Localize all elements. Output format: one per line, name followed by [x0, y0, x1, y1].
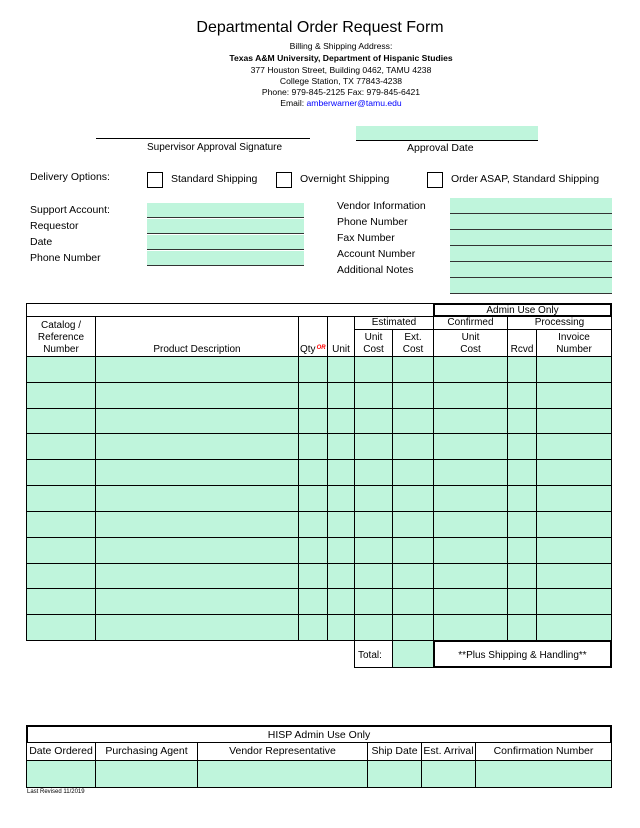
order-row-cell[interactable]	[507, 588, 537, 615]
order-row-cell[interactable]	[298, 563, 328, 589]
unit-header: Unit	[327, 316, 355, 357]
total-label: Total:	[354, 640, 393, 668]
product-header: Product Description	[95, 316, 299, 357]
order-row-cell[interactable]	[433, 433, 508, 460]
standard-shipping-checkbox[interactable]	[147, 172, 163, 188]
overnight-shipping-label: Overnight Shipping	[300, 173, 390, 185]
order-row-cell[interactable]	[298, 459, 328, 486]
order-row-cell[interactable]	[433, 614, 508, 641]
order-row-cell[interactable]	[327, 459, 355, 486]
hisp-header: Purchasing Agent	[95, 742, 198, 761]
invoice-header: Invoice Number	[536, 329, 612, 357]
field-label: Phone Number	[337, 216, 408, 228]
standard-shipping-label: Standard Shipping	[171, 173, 258, 185]
order-row-cell[interactable]	[327, 356, 355, 383]
qty-header	[298, 316, 328, 357]
order-row-cell[interactable]	[392, 614, 434, 641]
order-row-cell[interactable]	[507, 614, 537, 641]
order-row-cell[interactable]	[26, 433, 96, 460]
est-ext-cost-header: Ext. Cost	[392, 329, 434, 357]
order-row-cell[interactable]	[507, 485, 537, 512]
field-input[interactable]	[147, 251, 304, 266]
hisp-admin-title: HISP Admin Use Only	[26, 725, 612, 743]
order-row-cell[interactable]	[298, 511, 328, 538]
order-row-cell[interactable]	[507, 511, 537, 538]
order-row-cell[interactable]	[536, 614, 612, 641]
order-row-cell[interactable]	[392, 537, 434, 564]
order-row-cell[interactable]	[95, 356, 299, 383]
field-input[interactable]	[450, 198, 612, 214]
asap-shipping-checkbox[interactable]	[427, 172, 443, 188]
order-row-cell[interactable]	[26, 511, 96, 538]
hisp-field[interactable]	[95, 760, 198, 788]
order-row-cell[interactable]	[354, 511, 393, 538]
address-email-row	[0, 98, 640, 108]
field-label: Account Number	[337, 248, 416, 260]
hisp-field[interactable]	[26, 760, 96, 788]
order-row-cell[interactable]	[433, 382, 508, 409]
order-row-cell[interactable]	[298, 382, 328, 409]
delivery-label: Delivery Options:	[30, 171, 110, 183]
order-row-cell[interactable]	[327, 408, 355, 434]
order-row-cell[interactable]	[354, 588, 393, 615]
field-input[interactable]	[450, 262, 612, 278]
order-row-cell[interactable]	[95, 563, 299, 589]
order-row-cell[interactable]	[354, 356, 393, 383]
address-phone: Phone: 979-845-2125 Fax: 979-845-6421	[261, 87, 421, 97]
order-row-cell[interactable]	[298, 588, 328, 615]
field-input[interactable]	[147, 219, 304, 234]
hisp-header: Ship Date	[367, 742, 422, 761]
order-row-cell[interactable]	[26, 382, 96, 409]
order-row-cell[interactable]	[433, 563, 508, 589]
order-row-cell[interactable]	[433, 511, 508, 538]
field-input[interactable]	[450, 230, 612, 246]
order-row-cell[interactable]	[536, 537, 612, 564]
field-input[interactable]	[450, 246, 612, 262]
conf-unit-cost-header: Unit Cost	[433, 329, 508, 357]
or-marker: OR	[316, 345, 326, 351]
order-row-cell[interactable]	[298, 356, 328, 383]
table-top-blank	[26, 303, 434, 317]
order-row-cell[interactable]	[433, 485, 508, 512]
address-org: Texas A&M University, Department of Hispanic Studies	[229, 53, 453, 63]
order-row-cell[interactable]	[507, 382, 537, 409]
order-row-cell[interactable]	[327, 382, 355, 409]
catalog-header: Catalog / Reference Number	[26, 316, 96, 357]
qty-label: Qty	[300, 344, 316, 355]
hisp-field[interactable]	[475, 760, 612, 788]
email-label: Email:	[280, 98, 307, 108]
order-row-cell[interactable]	[327, 511, 355, 538]
order-row-cell[interactable]	[26, 614, 96, 641]
asap-shipping-label: Order ASAP, Standard Shipping	[451, 173, 600, 185]
order-row-cell[interactable]	[95, 588, 299, 615]
order-row-cell[interactable]	[95, 382, 299, 409]
order-row-cell[interactable]	[392, 588, 434, 615]
processing-header: Processing	[507, 316, 612, 330]
overnight-shipping-checkbox[interactable]	[276, 172, 292, 188]
confirmed-header: Confirmed	[433, 316, 508, 330]
field-input[interactable]	[450, 278, 612, 294]
order-row-cell[interactable]	[327, 563, 355, 589]
order-row-cell[interactable]	[95, 408, 299, 434]
order-row-cell[interactable]	[433, 537, 508, 564]
page-title: Departmental Order Request Form	[196, 19, 444, 36]
order-row-cell[interactable]	[327, 433, 355, 460]
order-row-cell[interactable]	[354, 485, 393, 512]
field-input[interactable]	[147, 235, 304, 250]
order-row-cell[interactable]	[392, 563, 434, 589]
order-row-cell[interactable]	[26, 408, 96, 434]
order-row-cell[interactable]	[26, 563, 96, 589]
order-row-cell[interactable]	[392, 382, 434, 409]
order-row-cell[interactable]	[536, 459, 612, 486]
order-row-cell[interactable]	[536, 563, 612, 589]
order-row-cell[interactable]	[536, 511, 612, 538]
order-row-cell[interactable]	[327, 485, 355, 512]
approval-date-label: Approval Date	[407, 142, 474, 154]
total-field[interactable]	[392, 640, 434, 668]
shipping-note: **Plus Shipping & Handling**	[433, 640, 612, 668]
hisp-header: Date Ordered	[26, 742, 96, 761]
order-row-cell[interactable]	[95, 511, 299, 538]
admin-use-header: Admin Use Only	[433, 303, 612, 317]
order-row-cell[interactable]	[433, 408, 508, 434]
order-row-cell[interactable]	[392, 459, 434, 486]
order-row-cell[interactable]	[392, 485, 434, 512]
order-row-cell[interactable]	[536, 356, 612, 383]
order-row-cell[interactable]	[95, 459, 299, 486]
approval-date-field[interactable]	[356, 126, 538, 141]
address-heading: Billing & Shipping Address:	[289, 41, 393, 51]
order-row-cell[interactable]	[327, 588, 355, 615]
order-row-cell[interactable]	[354, 382, 393, 409]
order-row-cell[interactable]	[392, 511, 434, 538]
order-row-cell[interactable]	[507, 459, 537, 486]
signature-line[interactable]	[96, 138, 310, 139]
order-row-cell[interactable]	[95, 485, 299, 512]
order-row-cell[interactable]	[536, 485, 612, 512]
order-row-cell[interactable]	[536, 433, 612, 460]
order-row-cell[interactable]	[298, 485, 328, 512]
order-row-cell[interactable]	[392, 408, 434, 434]
field-label: Additional Notes	[337, 264, 414, 276]
field-label: Support Account:	[30, 204, 110, 216]
order-row-cell[interactable]	[507, 563, 537, 589]
field-input[interactable]	[450, 214, 612, 230]
order-row-cell[interactable]	[536, 588, 612, 615]
est-unit-cost-header: Unit Cost	[354, 329, 393, 357]
hisp-header: Confirmation Number	[475, 742, 612, 761]
order-row-cell[interactable]	[507, 356, 537, 383]
order-row-cell[interactable]	[26, 588, 96, 615]
hisp-field[interactable]	[367, 760, 422, 788]
signature-label: Supervisor Approval Signature	[147, 142, 283, 153]
order-row-cell[interactable]	[433, 459, 508, 486]
field-label: Fax Number	[337, 232, 395, 244]
order-row-cell[interactable]	[26, 459, 96, 486]
order-row-cell[interactable]	[26, 537, 96, 564]
order-row-cell[interactable]	[95, 537, 299, 564]
email-link[interactable]: amberwarner@tamu.edu	[306, 98, 402, 108]
order-row-cell[interactable]	[433, 588, 508, 615]
order-row-cell[interactable]	[354, 537, 393, 564]
estimated-header: Estimated	[354, 316, 434, 330]
order-row-cell[interactable]	[327, 537, 355, 564]
last-revised: Last Revised 11/2019	[27, 789, 85, 795]
order-row-cell[interactable]	[327, 614, 355, 641]
address-street: 377 Houston Street, Building 0462, TAMU 4238	[250, 65, 432, 75]
hisp-field[interactable]	[421, 760, 476, 788]
order-row-cell[interactable]	[433, 356, 508, 383]
order-row-cell[interactable]	[354, 408, 393, 434]
order-row-cell[interactable]	[354, 459, 393, 486]
order-row-cell[interactable]	[26, 485, 96, 512]
order-row-cell[interactable]	[392, 356, 434, 383]
field-label: Phone Number	[30, 252, 101, 264]
order-row-cell[interactable]	[536, 408, 612, 434]
order-row-cell[interactable]	[95, 433, 299, 460]
order-row-cell[interactable]	[26, 356, 96, 383]
order-row-cell[interactable]	[298, 614, 328, 641]
order-row-cell[interactable]	[507, 433, 537, 460]
order-row-cell[interactable]	[392, 433, 434, 460]
order-row-cell[interactable]	[354, 433, 393, 460]
hisp-header: Est. Arrival	[421, 742, 476, 761]
order-row-cell[interactable]	[298, 433, 328, 460]
order-row-cell[interactable]	[95, 614, 299, 641]
field-label: Requestor	[30, 220, 79, 232]
address-city: College Station, TX 77843-4238	[279, 76, 403, 86]
order-row-cell[interactable]	[507, 408, 537, 434]
hisp-header: Vendor Representative	[197, 742, 368, 761]
field-label: Date	[30, 236, 53, 248]
rcvd-header: Rcvd	[507, 329, 537, 357]
field-input[interactable]	[147, 203, 304, 218]
order-row-cell[interactable]	[298, 537, 328, 564]
order-row-cell[interactable]	[536, 382, 612, 409]
order-row-cell[interactable]	[354, 563, 393, 589]
order-row-cell[interactable]	[298, 408, 328, 434]
hisp-field[interactable]	[197, 760, 368, 788]
order-row-cell[interactable]	[507, 537, 537, 564]
field-label: Vendor Information	[337, 200, 426, 212]
order-row-cell[interactable]	[354, 614, 393, 641]
